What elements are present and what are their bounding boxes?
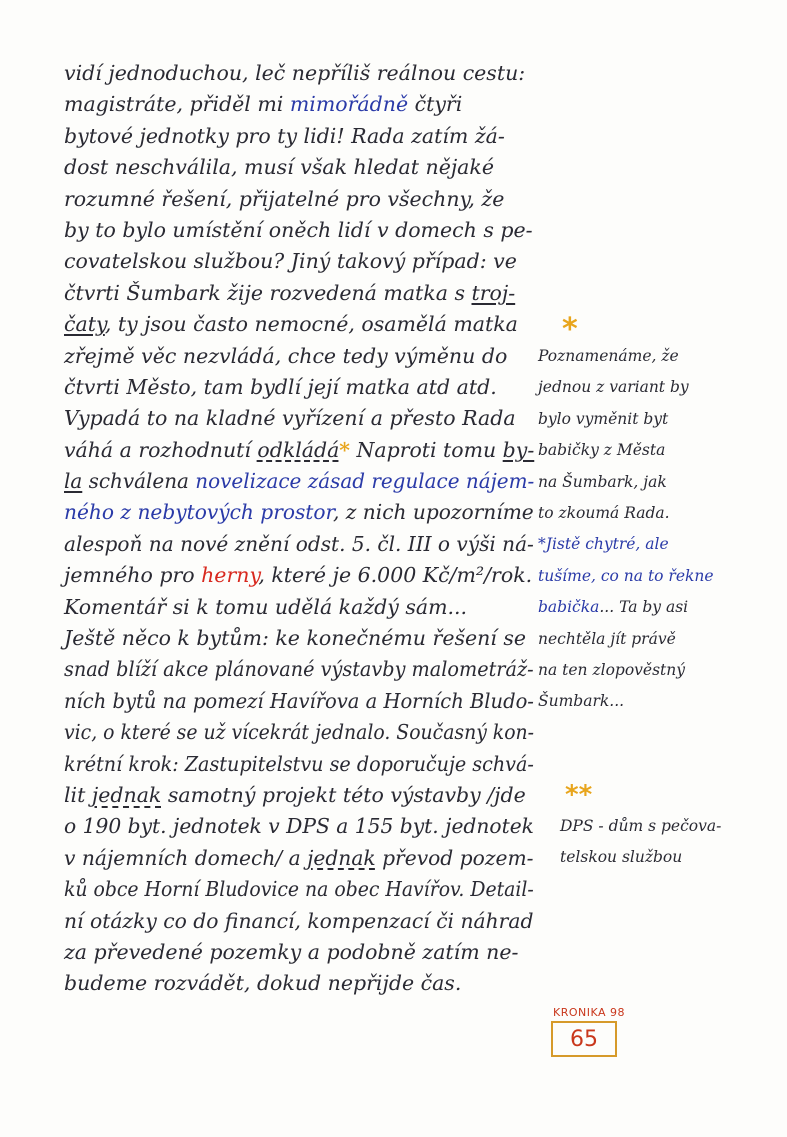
- text-line: [64, 780, 544, 811]
- text-segment: babička: [538, 598, 600, 617]
- text-line: [538, 472, 714, 503]
- text-segment: vidí jednoduchou, leč nepříliš reálnou cestu:: [64, 61, 526, 85]
- text-line: [64, 152, 544, 183]
- text-line: [64, 592, 544, 623]
- text-segment: mimořádně: [289, 92, 409, 117]
- text-segment: ní otázky co do financí, kompenzací či náhrad: [64, 908, 534, 933]
- text-segment: jednak: [307, 845, 376, 870]
- chronicle-label: KRONIKA 98: [553, 1006, 626, 1019]
- text-line: [538, 597, 714, 628]
- text-line: [64, 686, 534, 717]
- text-line: [64, 372, 544, 403]
- text-line: [64, 937, 544, 968]
- side-note-dps: [560, 816, 721, 879]
- text-line: [560, 816, 721, 847]
- text-line: [64, 843, 538, 874]
- text-segment: ních bytů na pomezí Havířova a Horních Bludo-: [64, 688, 534, 713]
- text-line: [64, 246, 544, 277]
- text-line: [538, 409, 714, 440]
- text-segment: snad blíží akce plánované výstavby malometráž-: [64, 657, 534, 682]
- text-line: [64, 121, 544, 152]
- text-segment: zřejmě věc nezvládá, chce tedy výměnu do: [64, 343, 508, 368]
- text-segment: dost neschválila, musí však hledat nějaké: [64, 155, 494, 180]
- text-line: [538, 566, 714, 597]
- text-segment: ného z nebytových prostor: [64, 500, 333, 525]
- text-line: [64, 184, 544, 215]
- text-segment: krétní krok: Zastupitelstvu se doporučuje schvá-: [64, 751, 534, 776]
- text-segment: převod pozem-: [375, 845, 534, 870]
- page-number-box: [551, 1021, 617, 1057]
- text-segment: čtvrti Šumbark žije rozvedená matka s: [64, 280, 472, 305]
- text-segment: to zkoumá Rada.: [538, 503, 670, 522]
- text-line: [538, 629, 714, 660]
- text-segment: Vypadá to na kladné vyřízení a přesto Rada: [64, 406, 516, 431]
- text-segment: lit: [64, 782, 92, 807]
- text-segment: , které je 6.000 Kč/m²/rok.: [258, 563, 533, 588]
- text-line: [64, 435, 543, 466]
- text-line: [538, 534, 714, 565]
- text-segment: alespoň na nové znění odst. 5. čl. III o výši ná-: [64, 531, 534, 556]
- text-segment: tušíme, co na to řekne: [538, 566, 714, 585]
- text-segment: , z nich upozorníme: [332, 500, 534, 525]
- text-segment: samotný projekt této výstavby /jde: [161, 782, 526, 807]
- text-segment: la: [64, 469, 83, 494]
- text-line: [64, 623, 544, 654]
- text-segment: jednou z variant by: [538, 378, 689, 397]
- text-segment: telskou službou: [560, 848, 683, 867]
- text-segment: na Šumbark, jak: [538, 472, 667, 491]
- text-line: [64, 811, 538, 842]
- text-segment: Šumbark...: [538, 692, 625, 711]
- text-line: [64, 309, 544, 340]
- text-segment: Komentář si k tomu udělá každý sám...: [64, 594, 468, 619]
- text-segment: rozumné řešení, přijatelné pro všechny, že: [64, 186, 505, 211]
- footnote-star-double: **: [565, 780, 593, 810]
- text-line: [64, 403, 544, 434]
- text-segment: čtvrti Město, tam bydlí její matka atd atd.: [64, 374, 497, 399]
- text-segment: troj-: [471, 280, 516, 305]
- text-line: [64, 906, 539, 937]
- text-line: [64, 215, 544, 246]
- text-segment: za převedené pozemky a podobně zatím ne-: [64, 939, 519, 964]
- text-line: [64, 466, 535, 497]
- text-line: [538, 660, 714, 691]
- text-line: [64, 717, 535, 748]
- text-segment: jemného pro: [64, 563, 202, 588]
- text-segment: ... Ta by asi: [599, 598, 689, 617]
- text-line: [64, 341, 544, 372]
- text-segment: Poznamenáme, že: [538, 347, 679, 365]
- text-line: [538, 440, 714, 471]
- text-segment: babičky z Města: [538, 441, 666, 460]
- text-segment: covatelskou službou? Jiný takový případ: ve: [64, 249, 517, 274]
- page-number: 65: [570, 1026, 598, 1052]
- text-line: [64, 58, 544, 89]
- text-segment: v nájemních domech/ a: [64, 845, 308, 870]
- footnote-marker: *: [339, 437, 350, 462]
- text-segment: *Jistě chytré, ale: [538, 535, 669, 554]
- text-segment: nechtěla jít právě: [538, 629, 676, 648]
- text-segment: jednak: [91, 782, 162, 807]
- text-segment: Ještě něco k bytům: ke konečnému řešení se: [64, 626, 527, 651]
- text-line: [64, 89, 544, 120]
- text-line: [64, 560, 544, 591]
- side-note-babicka: [538, 346, 714, 723]
- text-line: [538, 346, 714, 377]
- text-line: [538, 377, 714, 408]
- text-segment: čaty: [64, 312, 105, 337]
- text-segment: Naproti tomu: [349, 437, 503, 462]
- text-segment: čtyři: [408, 92, 463, 117]
- footnote-star-single: *: [562, 312, 578, 347]
- text-line: [64, 749, 534, 780]
- text-segment: na ten zlopověstný: [538, 660, 686, 679]
- text-line: [64, 497, 536, 528]
- text-segment: herny: [201, 563, 259, 588]
- text-segment: o 190 byt. jednotek v DPS a 155 byt. jednotek: [64, 814, 534, 839]
- text-segment: by to bylo umístění oněch lidí v domech s pe-: [64, 217, 533, 242]
- text-line: [538, 503, 714, 534]
- text-segment: vic, o které se už vícekrát jednalo. Současný kon-: [64, 720, 535, 745]
- text-line: [538, 691, 714, 722]
- text-segment: bylo vyměnit byt: [538, 409, 669, 428]
- text-segment: odkládá: [257, 437, 340, 462]
- text-segment: DPS - dům s pečova-: [560, 817, 722, 835]
- text-segment: ků obce Horní Bludovice na obec Havířov. Detail-: [64, 877, 534, 902]
- text-segment: váhá a rozhodnutí: [64, 437, 258, 462]
- text-segment: budeme rozvádět, dokud nepřijde čas.: [64, 971, 462, 996]
- main-handwritten-text: [64, 58, 544, 1000]
- text-segment: , ty jsou často nemocné, osamělá matka: [104, 312, 518, 337]
- text-line: [560, 847, 721, 878]
- text-segment: novelizace zásad regulace nájem-: [195, 469, 535, 494]
- text-line: [64, 874, 534, 905]
- text-line: [64, 529, 534, 560]
- text-line: [64, 654, 534, 685]
- text-segment: schválena: [82, 469, 196, 494]
- text-line: [64, 278, 544, 309]
- text-segment: by-: [502, 437, 535, 462]
- text-segment: magistráte, přiděl mi: [64, 92, 290, 117]
- text-segment: bytové jednotky pro ty lidi! Rada zatím žá-: [64, 123, 505, 148]
- text-line: [64, 968, 544, 999]
